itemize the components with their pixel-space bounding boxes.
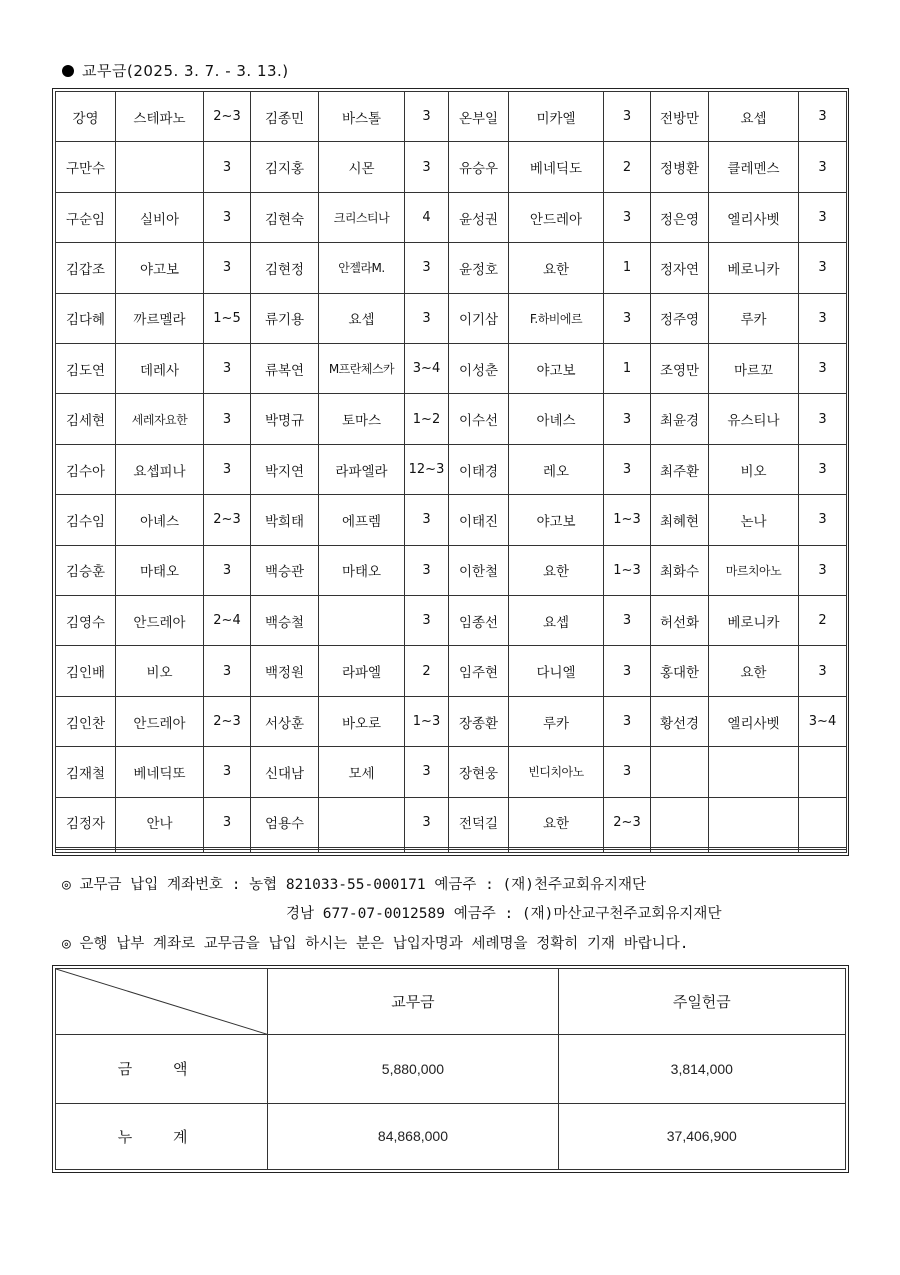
baptismal-name-cell: 요한: [509, 243, 604, 293]
name-cell: [651, 850, 709, 853]
col-header-juil: 주일헌금: [558, 969, 845, 1035]
name-cell: 정자연: [651, 243, 709, 293]
name-cell: 김승훈: [56, 545, 116, 595]
months-cell: 2~3: [204, 495, 251, 545]
name-cell: 이한철: [449, 545, 509, 595]
months-cell: 3: [405, 92, 449, 142]
section-heading: [62, 60, 289, 81]
months-cell: 3: [204, 192, 251, 242]
baptismal-name-cell: 베네딕또: [116, 747, 204, 797]
baptismal-name-cell: [319, 850, 405, 853]
baptismal-name-cell: 스테파노: [116, 92, 204, 142]
name-cell: [56, 850, 116, 853]
name-cell: [251, 850, 319, 853]
months-cell: 1~3: [405, 696, 449, 746]
baptismal-name-cell: 요한: [709, 646, 799, 696]
months-cell: 3: [604, 293, 651, 343]
table-row: [56, 394, 847, 444]
table-row: [56, 646, 847, 696]
name-cell: 홍대한: [651, 646, 709, 696]
months-cell: 3: [405, 293, 449, 343]
baptismal-name-cell: 논나: [709, 495, 799, 545]
baptismal-name-cell: 세레자요한: [116, 394, 204, 444]
name-cell: 엄용수: [251, 797, 319, 847]
baptismal-name-cell: 토마스: [319, 394, 405, 444]
baptismal-name-cell: 요셉: [509, 596, 604, 646]
baptismal-name-cell: 라파엘: [319, 646, 405, 696]
name-cell: 김인찬: [56, 696, 116, 746]
col-header-kyomugeum: 교무금: [268, 969, 558, 1035]
name-cell: 윤성권: [449, 192, 509, 242]
months-cell: 2~4: [204, 596, 251, 646]
name-cell: 최혜현: [651, 495, 709, 545]
months-cell: 3: [204, 545, 251, 595]
baptismal-name-cell: 안드레아: [116, 696, 204, 746]
name-cell: 이기삼: [449, 293, 509, 343]
months-cell: 3: [799, 243, 847, 293]
total-juil: 37,406,900: [558, 1103, 845, 1169]
name-cell: 김수아: [56, 444, 116, 494]
baptismal-name-cell: 마르꼬: [709, 344, 799, 394]
months-cell: 1: [604, 243, 651, 293]
name-cell: 전방만: [651, 92, 709, 142]
baptismal-name-cell: 요셉: [319, 293, 405, 343]
table-row: [56, 596, 847, 646]
baptismal-name-cell: 베로니카: [709, 596, 799, 646]
months-cell: 3: [604, 646, 651, 696]
baptismal-name-cell: [116, 142, 204, 192]
name-cell: 최윤경: [651, 394, 709, 444]
baptismal-name-cell: M프란체스카: [319, 344, 405, 394]
name-cell: 전덕길: [449, 797, 509, 847]
baptismal-name-cell: 까르멜라: [116, 293, 204, 343]
baptismal-name-cell: 엘리사벳: [709, 192, 799, 242]
name-cell: 김수임: [56, 495, 116, 545]
months-cell: 3: [799, 142, 847, 192]
months-cell: 3: [405, 142, 449, 192]
heading-title: 교무금(2025. 3. 7. - 3. 13.): [82, 62, 289, 80]
months-cell: 3: [604, 696, 651, 746]
baptismal-name-cell: [509, 850, 604, 853]
months-cell: 3: [405, 545, 449, 595]
table-row: [56, 344, 847, 394]
months-cell: 3: [799, 92, 847, 142]
months-cell: 3: [204, 394, 251, 444]
name-cell: 허선화: [651, 596, 709, 646]
months-cell: 2~3: [204, 696, 251, 746]
name-cell: 황선경: [651, 696, 709, 746]
months-cell: 3: [604, 747, 651, 797]
months-cell: 2: [604, 142, 651, 192]
amount-juil: 3,814,000: [558, 1035, 845, 1103]
account-line-2: 경남 677-07-0012589 예금주 : (재)마산교구천주교회유지재단: [286, 906, 722, 922]
months-cell: 4: [405, 192, 449, 242]
baptismal-name-cell: 라파엘라: [319, 444, 405, 494]
name-cell: 백승철: [251, 596, 319, 646]
table-row: [56, 747, 847, 797]
name-cell: 정병환: [651, 142, 709, 192]
name-cell: 김현정: [251, 243, 319, 293]
baptismal-name-cell: 크리스티나: [319, 192, 405, 242]
months-cell: [604, 850, 651, 853]
months-cell: [405, 850, 449, 853]
name-cell: 조영만: [651, 344, 709, 394]
baptismal-name-cell: 바스톨: [319, 92, 405, 142]
baptismal-name-cell: 요셉피나: [116, 444, 204, 494]
table-row: [56, 797, 847, 847]
baptismal-name-cell: 에프렘: [319, 495, 405, 545]
name-cell: 최화수: [651, 545, 709, 595]
name-cell: 박지연: [251, 444, 319, 494]
name-cell: 김영수: [56, 596, 116, 646]
total-kyomugeum: 84,868,000: [268, 1103, 558, 1169]
months-cell: 3: [405, 495, 449, 545]
amount-kyomugeum: 5,880,000: [268, 1035, 558, 1103]
months-cell: 3: [604, 596, 651, 646]
baptismal-name-cell: 요셉: [709, 92, 799, 142]
months-cell: 3: [204, 243, 251, 293]
name-cell: 정은영: [651, 192, 709, 242]
bullet-icon: [62, 65, 74, 77]
name-cell: 백승관: [251, 545, 319, 595]
months-cell: 3: [405, 797, 449, 847]
baptismal-name-cell: 바오로: [319, 696, 405, 746]
name-cell: 김세현: [56, 394, 116, 444]
table-row: [56, 696, 847, 746]
table-row: [56, 545, 847, 595]
baptismal-name-cell: 안드레아: [509, 192, 604, 242]
table-row: [56, 142, 847, 192]
name-cell: 윤정호: [449, 243, 509, 293]
name-cell: [449, 850, 509, 853]
name-cell: 임주현: [449, 646, 509, 696]
name-cell: 임종선: [449, 596, 509, 646]
roster-table: [55, 91, 847, 853]
baptismal-name-cell: 데레사: [116, 344, 204, 394]
months-cell: 3: [799, 495, 847, 545]
name-cell: 유승우: [449, 142, 509, 192]
months-cell: 1~3: [604, 495, 651, 545]
baptismal-name-cell: 야고보: [116, 243, 204, 293]
months-cell: 3: [204, 344, 251, 394]
name-cell: [651, 747, 709, 797]
baptismal-name-cell: 안젤라M.: [319, 243, 405, 293]
months-cell: [799, 850, 847, 853]
table-row: [56, 293, 847, 343]
baptismal-name-cell: 아녜스: [116, 495, 204, 545]
account-line-1: ◎ 교무금 납입 계좌번호 : 농협 821033-55-000171 예금주 : (재)천주교회유지재단: [62, 877, 647, 893]
baptismal-name-cell: [319, 797, 405, 847]
months-cell: 1~5: [204, 293, 251, 343]
baptismal-name-cell: 비오: [709, 444, 799, 494]
baptismal-name-cell: 클레멘스: [709, 142, 799, 192]
months-cell: 2: [405, 646, 449, 696]
baptismal-name-cell: [709, 747, 799, 797]
months-cell: 1: [604, 344, 651, 394]
months-cell: [204, 850, 251, 853]
name-cell: 김인배: [56, 646, 116, 696]
baptismal-name-cell: 유스티나: [709, 394, 799, 444]
baptismal-name-cell: [709, 797, 799, 847]
baptismal-name-cell: 안드레아: [116, 596, 204, 646]
months-cell: 3: [799, 545, 847, 595]
months-cell: 3: [799, 444, 847, 494]
name-cell: 이태진: [449, 495, 509, 545]
table-row: [56, 850, 847, 853]
diagonal-line: [56, 969, 267, 1034]
baptismal-name-cell: 미카엘: [509, 92, 604, 142]
baptismal-name-cell: 요한: [509, 797, 604, 847]
table-row: [56, 92, 847, 142]
bank-notice: ◎ 은행 납부 계좌로 교무금을 납입 하시는 분은 납입자명과 세례명을 정확히 기재 바랍니다.: [62, 936, 689, 952]
name-cell: 장종환: [449, 696, 509, 746]
name-cell: 김재철: [56, 747, 116, 797]
months-cell: 3: [204, 747, 251, 797]
baptismal-name-cell: 엘리사벳: [709, 696, 799, 746]
name-cell: 박명규: [251, 394, 319, 444]
name-cell: 구순임: [56, 192, 116, 242]
months-cell: 3: [204, 646, 251, 696]
name-cell: 강영: [56, 92, 116, 142]
months-cell: 3: [405, 596, 449, 646]
months-cell: 3: [604, 444, 651, 494]
months-cell: 3: [405, 243, 449, 293]
months-cell: 3: [799, 646, 847, 696]
months-cell: 2~3: [204, 92, 251, 142]
baptismal-name-cell: 루카: [509, 696, 604, 746]
months-cell: 3: [799, 192, 847, 242]
months-cell: 1~3: [604, 545, 651, 595]
table-row: [56, 444, 847, 494]
months-cell: 1~2: [405, 394, 449, 444]
months-cell: 3: [604, 394, 651, 444]
baptismal-name-cell: 야고보: [509, 495, 604, 545]
baptismal-name-cell: 비오: [116, 646, 204, 696]
months-cell: 3: [204, 142, 251, 192]
months-cell: 3: [799, 344, 847, 394]
baptismal-name-cell: [709, 850, 799, 853]
months-cell: 2~3: [604, 797, 651, 847]
baptismal-name-cell: 시몬: [319, 142, 405, 192]
name-cell: 서상훈: [251, 696, 319, 746]
row-label-amount: 금 액: [56, 1035, 268, 1103]
baptismal-name-cell: 루카: [709, 293, 799, 343]
diagonal-header-cell: [56, 969, 268, 1035]
months-cell: 12~3: [405, 444, 449, 494]
months-cell: [799, 797, 847, 847]
months-cell: 3: [604, 192, 651, 242]
baptismal-name-cell: 베네딕도: [509, 142, 604, 192]
name-cell: 장현웅: [449, 747, 509, 797]
name-cell: 신대남: [251, 747, 319, 797]
name-cell: 김다혜: [56, 293, 116, 343]
name-cell: 박희태: [251, 495, 319, 545]
name-cell: 김종민: [251, 92, 319, 142]
baptismal-name-cell: 아녜스: [509, 394, 604, 444]
months-cell: 3: [604, 92, 651, 142]
table-row: [56, 243, 847, 293]
months-cell: 3~4: [405, 344, 449, 394]
baptismal-name-cell: 다니엘: [509, 646, 604, 696]
name-cell: 최주환: [651, 444, 709, 494]
baptismal-name-cell: 레오: [509, 444, 604, 494]
baptismal-name-cell: F.하비에르: [509, 293, 604, 343]
name-cell: 김지홍: [251, 142, 319, 192]
table-row: [56, 192, 847, 242]
name-cell: 김현숙: [251, 192, 319, 242]
summary-table: [55, 968, 846, 1170]
name-cell: 백정원: [251, 646, 319, 696]
months-cell: 2: [799, 596, 847, 646]
name-cell: 류복연: [251, 344, 319, 394]
months-cell: 3: [799, 394, 847, 444]
name-cell: 김도연: [56, 344, 116, 394]
baptismal-name-cell: 야고보: [509, 344, 604, 394]
baptismal-name-cell: [319, 596, 405, 646]
months-cell: 3: [204, 444, 251, 494]
roster-table-frame: [52, 88, 849, 856]
baptismal-name-cell: 베로니카: [709, 243, 799, 293]
name-cell: 류기용: [251, 293, 319, 343]
baptismal-name-cell: 요한: [509, 545, 604, 595]
baptismal-name-cell: 마태오: [116, 545, 204, 595]
baptismal-name-cell: 모세: [319, 747, 405, 797]
months-cell: 3: [799, 293, 847, 343]
row-label-total: 누 계: [56, 1103, 268, 1169]
name-cell: 김갑조: [56, 243, 116, 293]
name-cell: 정주영: [651, 293, 709, 343]
table-row: [56, 495, 847, 545]
name-cell: [651, 797, 709, 847]
name-cell: 김정자: [56, 797, 116, 847]
name-cell: 이성춘: [449, 344, 509, 394]
months-cell: 3: [204, 797, 251, 847]
months-cell: [799, 747, 847, 797]
name-cell: 이수선: [449, 394, 509, 444]
summary-table-frame: [52, 965, 849, 1173]
name-cell: 구만수: [56, 142, 116, 192]
baptismal-name-cell: [116, 850, 204, 853]
baptismal-name-cell: 빈디치아노: [509, 747, 604, 797]
name-cell: 온부일: [449, 92, 509, 142]
months-cell: 3~4: [799, 696, 847, 746]
baptismal-name-cell: 마태오: [319, 545, 405, 595]
baptismal-name-cell: 실비아: [116, 192, 204, 242]
baptismal-name-cell: 마르치아노: [709, 545, 799, 595]
baptismal-name-cell: 안나: [116, 797, 204, 847]
name-cell: 이태경: [449, 444, 509, 494]
months-cell: 3: [405, 747, 449, 797]
